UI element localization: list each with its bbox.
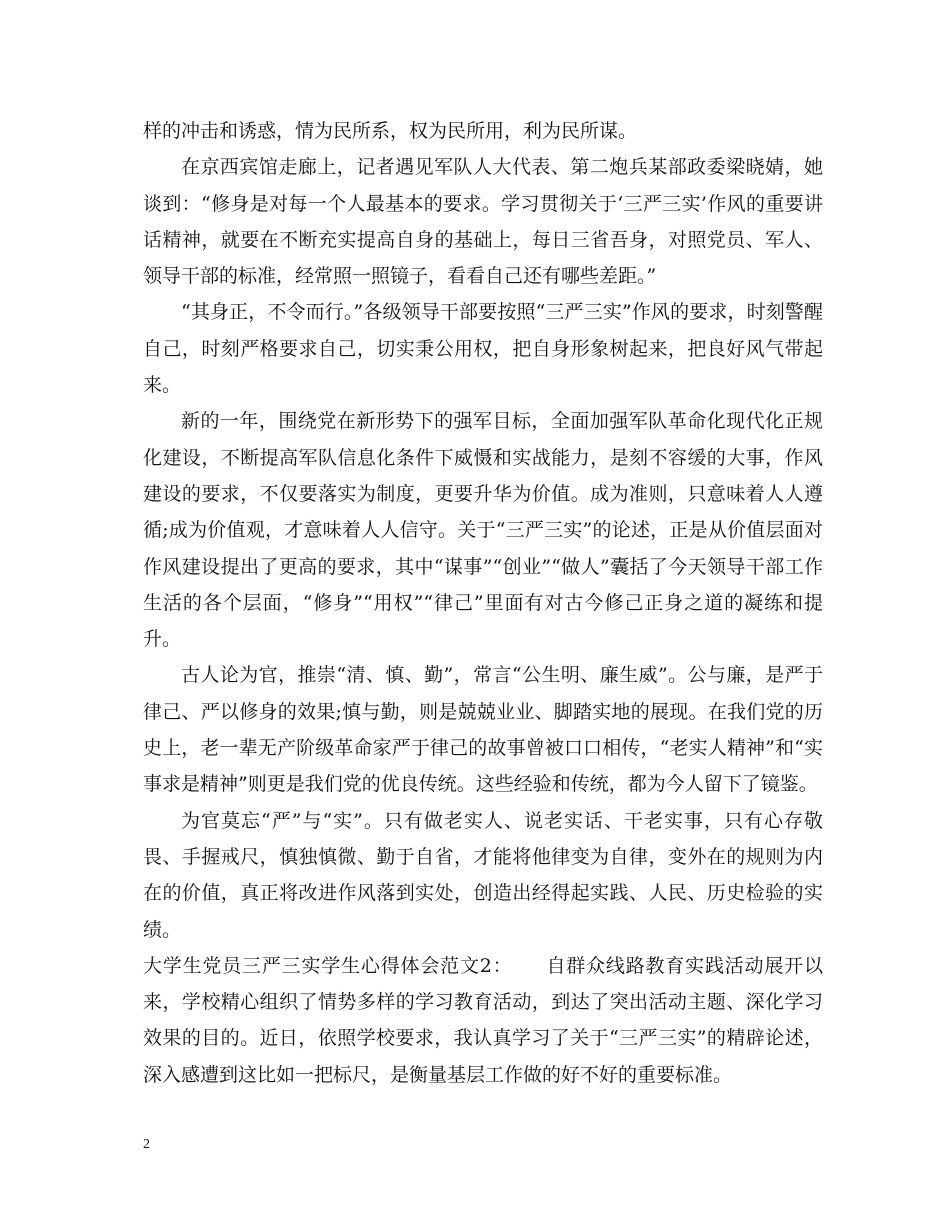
- paragraph-continuation: 样的冲击和诱惑，情为民所系，权为民所用，利为民所谋。: [143, 120, 638, 142]
- page-number: 2: [143, 1137, 150, 1152]
- paragraph-new-year: 新的一年，围绕党在新形势下的强军目标，全面加强军队革命化现代化正规化建设，不断提高军队信息化条件下威慑和实战能力，是刻不容缓的大事，作风建设的要求，不仅要落实为制度，更要升华为价值。成为准则，只意味着人人遵循;成为价值观，才意味着人人信守。关于“三严三实”的论述，正是从价值层面对作风建设提出了更高的要求，其中“谋事”“创业”“做人”囊括了今天领导干部工作生活的各个层面，“修身”“用权”“律己”里面有对古今修己正身之道的凝练和提升。: [143, 410, 823, 651]
- paragraph-sample-essay-2: [143, 948, 823, 1093]
- paragraph-strict-and-practical: 为官莫忘“严”与“实”。只有做老实人、说老实话、干老实事，只有心存敬畏、手握戒尺，慎独慎微、勤于自省，才能将他律变为自律，变外在的规则为内在的价值，真正将改进作风落到实处，创造出经得起实践、人民、历史检验的实绩。: [143, 809, 823, 941]
- document-body: [143, 113, 823, 1093]
- section-heading: 大学生党员三严三实学生心得体会范文2：: [143, 954, 513, 977]
- paragraph-interview: 在京西宾馆走廊上，记者遇见军队人大代表、第二炮兵某部政委梁晓婧，她谈到：“修身是对每一个人最基本的要求。学习贯彻关于‘三严三实’作风的重要讲话精神，就要在不断充实提高自身的基础上，每日三省吾身，对照党员、军人、领导干部的标准，经常照一照镜子，看看自己还有哪些差距。”: [143, 156, 823, 288]
- section-body-text: 自群众线路教育实践活动展开以来，学校精心组织了情势多样的学习教育活动，到达了突出活动主题、深化学习效果的目的。近日，依照学校要求，我认真学习了关于“三严三实”的精辟论述，深入感遭到这比如一把标尺，是衡量基层工作做的好不好的重要标准。: [143, 954, 823, 1086]
- paragraph-ancient-officials: 古人论为官，推崇“清、慎、勤”，常言“公生明、廉生威”。公与廉，是严于律己、严以修身的效果;慎与勤，则是兢兢业业、脚踏实地的展现。在我们党的历史上，老一辈无产阶级革命家严于律己的故事曾被口口相传，“老实人精神”和“实事求是精神”则更是我们党的优良传统。这些经验和传统，都为今人留下了镜鉴。: [143, 664, 823, 796]
- paragraph-self-discipline: “其身正，不令而行。”各级领导干部要按照“三严三实”作风的要求，时刻警醒自己，时刻严格要求自己，切实秉公用权，把自身形象树起来，把良好风气带起来。: [143, 301, 823, 397]
